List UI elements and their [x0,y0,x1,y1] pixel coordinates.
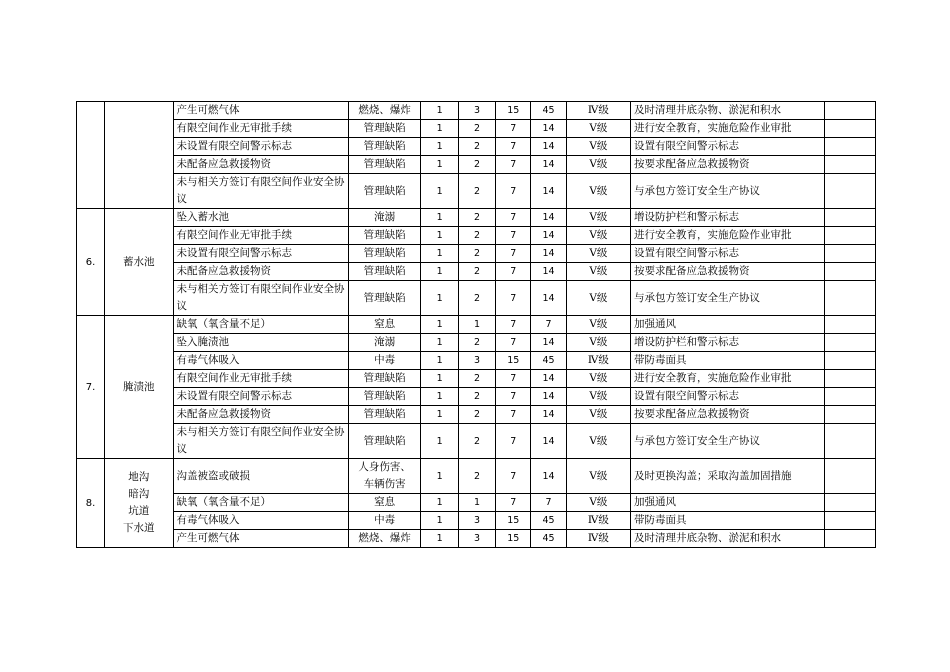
c-value-cell: 7 [496,424,531,459]
consequence-cell: 管理缺陷 [348,370,421,388]
remark-cell [825,530,876,548]
consequence-cell: 管理缺陷 [348,120,421,138]
measure-cell: 按要求配备应急救援物资 [631,263,825,281]
hazard-cell: 未配备应急救援物资 [173,406,348,424]
table-row [77,494,876,512]
place-line: 地沟 [128,471,150,483]
risk-level-cell: Ⅴ级 [566,388,630,406]
d-value-cell: 14 [531,138,566,156]
d-value-cell: 14 [531,227,566,245]
risk-level-cell: Ⅳ级 [566,530,630,548]
table-row [77,530,876,548]
c-value-cell: 7 [496,174,531,209]
d-value-cell: 14 [531,120,566,138]
hazard-cell: 有限空间作业无审批手续 [173,120,348,138]
e-value-cell: 2 [458,406,495,424]
l-value-cell: 1 [421,459,458,494]
place-line: 下水道 [123,522,155,534]
d-value-cell: 14 [531,406,566,424]
d-value-cell: 14 [531,281,566,316]
measure-cell: 增设防护栏和警示标志 [631,334,825,352]
table-row [77,102,876,120]
risk-level-cell: Ⅳ级 [566,102,630,120]
remark-cell [825,424,876,459]
risk-level-cell: Ⅴ级 [566,156,630,174]
place-line: 暗沟 [128,488,150,500]
consequence-line: 人身伤害、 [358,461,411,473]
consequence-cell: 燃烧、爆炸 [348,102,421,120]
table-body [77,102,876,548]
d-value-cell: 45 [531,102,566,120]
measure-cell: 进行安全教育，实施危险作业审批 [631,370,825,388]
remark-cell [825,316,876,334]
c-value-cell: 7 [496,209,531,227]
measure-cell: 设置有限空间警示标志 [631,388,825,406]
c-value-cell: 7 [496,120,531,138]
risk-level-cell: Ⅳ级 [566,352,630,370]
l-value-cell: 1 [421,530,458,548]
place-line: 坑道 [128,505,150,517]
e-value-cell: 2 [458,263,495,281]
l-value-cell: 1 [421,156,458,174]
e-value-cell: 2 [458,424,495,459]
consequence-cell: 窒息 [348,494,421,512]
c-value-cell: 7 [496,245,531,263]
l-value-cell: 1 [421,245,458,263]
hazard-cell: 有毒气体吸入 [173,512,348,530]
d-value-cell: 14 [531,370,566,388]
hazard-cell: 坠入蓄水池 [173,209,348,227]
c-value-cell: 7 [496,370,531,388]
table-row [77,512,876,530]
consequence-cell: 管理缺陷 [348,138,421,156]
d-value-cell: 45 [531,352,566,370]
e-value-cell: 2 [458,370,495,388]
e-value-cell: 1 [458,494,495,512]
remark-cell [825,352,876,370]
measure-cell: 按要求配备应急救援物资 [631,156,825,174]
d-value-cell: 14 [531,459,566,494]
risk-level-cell: Ⅴ级 [566,370,630,388]
l-value-cell: 1 [421,316,458,334]
e-value-cell: 3 [458,530,495,548]
risk-level-cell: Ⅴ级 [566,245,630,263]
d-value-cell: 14 [531,263,566,281]
consequence-cell: 窒息 [348,316,421,334]
l-value-cell: 1 [421,281,458,316]
consequence-cell: 中毒 [348,512,421,530]
d-value-cell: 45 [531,530,566,548]
c-value-cell: 7 [496,281,531,316]
c-value-cell: 7 [496,406,531,424]
d-value-cell: 14 [531,388,566,406]
measure-cell: 及时清理井底杂物、淤泥和积水 [631,102,825,120]
e-value-cell: 2 [458,209,495,227]
remark-cell [825,370,876,388]
d-value-cell: 14 [531,174,566,209]
risk-level-cell: Ⅴ级 [566,281,630,316]
remark-cell [825,512,876,530]
e-value-cell: 1 [458,316,495,334]
consequence-cell [348,459,421,494]
measure-cell: 及时清理井底杂物、淤泥和积水 [631,530,825,548]
e-value-cell: 2 [458,138,495,156]
consequence-cell: 中毒 [348,352,421,370]
hazard-cell: 坠入腌渍池 [173,334,348,352]
table-row [77,370,876,388]
consequence-cell: 管理缺陷 [348,424,421,459]
remark-cell [825,281,876,316]
l-value-cell: 1 [421,512,458,530]
table-row [77,316,876,334]
c-value-cell: 7 [496,316,531,334]
c-value-cell: 15 [496,352,531,370]
group-place-cell [105,102,173,209]
risk-level-cell: Ⅴ级 [566,316,630,334]
c-value-cell: 7 [496,138,531,156]
l-value-cell: 1 [421,352,458,370]
group-place-cell: 蓄水池 [105,209,173,316]
consequence-cell: 管理缺陷 [348,174,421,209]
remark-cell [825,494,876,512]
group-place-cell [105,459,173,548]
measure-cell: 增设防护栏和警示标志 [631,209,825,227]
l-value-cell: 1 [421,263,458,281]
remark-cell [825,227,876,245]
e-value-cell: 2 [458,120,495,138]
risk-level-cell: Ⅳ级 [566,512,630,530]
l-value-cell: 1 [421,334,458,352]
risk-level-cell: Ⅴ级 [566,227,630,245]
remark-cell [825,209,876,227]
e-value-cell: 3 [458,102,495,120]
remark-cell [825,120,876,138]
risk-level-cell: Ⅴ级 [566,424,630,459]
hazard-cell: 未配备应急救援物资 [173,263,348,281]
risk-level-cell: Ⅴ级 [566,120,630,138]
risk-level-cell: Ⅴ级 [566,263,630,281]
hazard-cell: 产生可燃气体 [173,530,348,548]
measure-cell: 设置有限空间警示标志 [631,138,825,156]
e-value-cell: 3 [458,352,495,370]
l-value-cell: 1 [421,120,458,138]
hazard-cell: 未配备应急救援物资 [173,156,348,174]
hazard-cell: 沟盖被盗或破损 [173,459,348,494]
table-row [77,334,876,352]
consequence-cell: 管理缺陷 [348,263,421,281]
c-value-cell: 7 [496,156,531,174]
hazard-cell: 未设置有限空间警示标志 [173,388,348,406]
table-row [77,174,876,209]
risk-level-cell: Ⅴ级 [566,406,630,424]
consequence-line: 车辆伤害 [363,478,406,490]
risk-level-cell: Ⅴ级 [566,459,630,494]
e-value-cell: 2 [458,227,495,245]
d-value-cell: 7 [531,316,566,334]
l-value-cell: 1 [421,424,458,459]
risk-level-cell: Ⅴ级 [566,494,630,512]
consequence-cell: 管理缺陷 [348,245,421,263]
c-value-cell: 15 [496,512,531,530]
consequence-cell: 管理缺陷 [348,156,421,174]
remark-cell [825,156,876,174]
c-value-cell: 7 [496,227,531,245]
hazard-cell: 缺氧（氧含量不足） [173,494,348,512]
measure-cell: 进行安全教育，实施危险作业审批 [631,227,825,245]
measure-cell: 带防毒面具 [631,352,825,370]
table-row [77,245,876,263]
c-value-cell: 7 [496,263,531,281]
risk-level-cell: Ⅴ级 [566,209,630,227]
hazard-cell: 有限空间作业无审批手续 [173,227,348,245]
table-row [77,156,876,174]
e-value-cell: 2 [458,174,495,209]
table-row [77,352,876,370]
remark-cell [825,245,876,263]
table-row [77,138,876,156]
hazard-cell: 有毒气体吸入 [173,352,348,370]
table-row [77,120,876,138]
d-value-cell: 14 [531,209,566,227]
risk-assessment-table [76,101,876,548]
consequence-cell: 淹溺 [348,209,421,227]
table-row [77,209,876,227]
hazard-cell: 未与相关方签订有限空间作业安全协议 [173,424,348,459]
e-value-cell: 2 [458,459,495,494]
hazard-cell: 未设置有限空间警示标志 [173,138,348,156]
e-value-cell: 2 [458,245,495,263]
measure-cell: 进行安全教育，实施危险作业审批 [631,120,825,138]
measure-cell: 加强通风 [631,494,825,512]
c-value-cell: 7 [496,388,531,406]
consequence-cell: 燃烧、爆炸 [348,530,421,548]
consequence-cell: 管理缺陷 [348,227,421,245]
l-value-cell: 1 [421,227,458,245]
l-value-cell: 1 [421,174,458,209]
risk-level-cell: Ⅴ级 [566,138,630,156]
group-index-cell [77,102,105,209]
d-value-cell: 14 [531,245,566,263]
hazard-cell: 未与相关方签订有限空间作业安全协议 [173,281,348,316]
c-value-cell: 15 [496,102,531,120]
measure-cell: 加强通风 [631,316,825,334]
measure-cell: 与承包方签订安全生产协议 [631,424,825,459]
e-value-cell: 2 [458,156,495,174]
c-value-cell: 7 [496,494,531,512]
l-value-cell: 1 [421,138,458,156]
e-value-cell: 2 [458,334,495,352]
hazard-cell: 未与相关方签订有限空间作业安全协议 [173,174,348,209]
measure-cell: 设置有限空间警示标志 [631,245,825,263]
consequence-cell: 管理缺陷 [348,406,421,424]
d-value-cell: 14 [531,334,566,352]
hazard-cell: 有限空间作业无审批手续 [173,370,348,388]
l-value-cell: 1 [421,494,458,512]
measure-cell: 按要求配备应急救援物资 [631,406,825,424]
consequence-cell: 管理缺陷 [348,281,421,316]
group-place-cell: 腌渍池 [105,316,173,459]
table-row [77,406,876,424]
e-value-cell: 2 [458,281,495,316]
table-row [77,388,876,406]
e-value-cell: 3 [458,512,495,530]
d-value-cell: 45 [531,512,566,530]
hazard-cell: 产生可燃气体 [173,102,348,120]
table-row [77,227,876,245]
d-value-cell: 14 [531,156,566,174]
risk-level-cell: Ⅴ级 [566,334,630,352]
remark-cell [825,102,876,120]
l-value-cell: 1 [421,209,458,227]
remark-cell [825,174,876,209]
l-value-cell: 1 [421,388,458,406]
consequence-cell: 淹溺 [348,334,421,352]
l-value-cell: 1 [421,406,458,424]
hazard-cell: 缺氧（氧含量不足） [173,316,348,334]
measure-cell: 及时更换沟盖；采取沟盖加固措施 [631,459,825,494]
remark-cell [825,459,876,494]
c-value-cell: 7 [496,459,531,494]
c-value-cell: 15 [496,530,531,548]
table-row [77,424,876,459]
risk-level-cell: Ⅴ级 [566,174,630,209]
remark-cell [825,406,876,424]
table-row [77,263,876,281]
c-value-cell: 7 [496,334,531,352]
remark-cell [825,263,876,281]
l-value-cell: 1 [421,370,458,388]
group-index-cell: 6. [77,209,105,316]
remark-cell [825,334,876,352]
table-row [77,281,876,316]
group-index-cell: 8. [77,459,105,548]
hazard-cell: 未设置有限空间警示标志 [173,245,348,263]
d-value-cell: 14 [531,424,566,459]
measure-cell: 带防毒面具 [631,512,825,530]
consequence-cell: 管理缺陷 [348,388,421,406]
measure-cell: 与承包方签订安全生产协议 [631,281,825,316]
remark-cell [825,388,876,406]
remark-cell [825,138,876,156]
measure-cell: 与承包方签订安全生产协议 [631,174,825,209]
e-value-cell: 2 [458,388,495,406]
l-value-cell: 1 [421,102,458,120]
table-row [77,459,876,494]
group-index-cell: 7. [77,316,105,459]
d-value-cell: 7 [531,494,566,512]
